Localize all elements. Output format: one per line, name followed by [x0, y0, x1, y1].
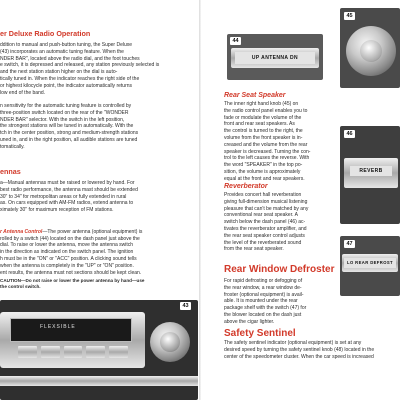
super-deluxe-paragraph-2: n sensitivity for the automatic tuning feature is controlled by three-position switch located on the rear of the "WONDER NDER BAR" selector. With the switch in the left position, the strongest stations will be tuned in automatically. With the tch in the center position, strong and medium-strength stations uned in, and in the right position, all audible stations are tuned tomatically. [0, 103, 139, 150]
preset-button-3[interactable] [64, 346, 83, 358]
reverberator-heading: Reverberator [224, 183, 268, 190]
safety-sentinel-heading: Safety Sentinel [224, 328, 296, 339]
radio-preset-buttons [18, 346, 128, 358]
radio-brand: FLEXSIBLE [40, 324, 76, 330]
radio-dial-window [10, 318, 132, 342]
preset-button-5[interactable] [109, 346, 128, 358]
rear-window-defroster-text: For rapid defrosting or defogging of the rear window, a rear window de- froster (optional equipment) is avail- able. It is mounted under the rear package shelf with the switch (47) for the blower located on the dash just above the cigar lighter. [224, 278, 307, 325]
figure-44-number: 44 [230, 37, 241, 45]
figure-46-number: 46 [344, 130, 355, 138]
preset-button-1[interactable] [18, 346, 37, 358]
power-antenna-text: —The power antenna (optional equipment) is rolled by a switch (44) located on the dash panel just above the dial. To raise or lower the antenna, move the antenna switch in the direction as indicated on the switch panel. The ignition h must be in the "ON" or "ACC" position. A clicking sound tells when the antenna is completely in the "UP" or "ON" position. ent results, the antenna must not sections should be kept clean. [0, 228, 143, 276]
right-page [201, 0, 400, 400]
rear-window-defroster-heading: Rear Window Defroster [224, 264, 335, 275]
radio-photo [0, 300, 198, 400]
defroster-switch-plate[interactable]: LO REAR DEFROST [344, 258, 396, 268]
speaker-fader-center-icon [360, 40, 382, 62]
figure-47-number: 47 [344, 240, 355, 248]
antenna-switch-photo [227, 34, 323, 80]
antennas-heading: ennas [0, 167, 21, 176]
figure-43-number: 43 [180, 302, 191, 310]
power-antenna-label: r Antenna Control [0, 228, 43, 235]
speaker-knob-photo [340, 8, 400, 88]
figure-45-number: 45 [344, 12, 355, 20]
safety-sentinel-text: The safety sentinel indicator (optional equipment) is set at any desired speed by turning the safety sentinel knob (48) located in the center of the speedometer cluster. When the car speed is increased [224, 340, 375, 360]
antenna-switch-plate[interactable]: UP ANTENNA DN [235, 52, 315, 64]
caution-note: CAUTION—Do not raise or lower the power antenna by hand—use the control switch. [0, 278, 145, 289]
super-deluxe-heading: er Deluxe Radio Operation [0, 29, 91, 38]
radio-tone-knob-icon[interactable] [160, 332, 180, 352]
rear-seat-speaker-text: The inner right hand knob (45) on the radio control panel enables you to fade or modulate the volume of the front and rear seat speakers. As the control is turned to the right, the volume from the front speaker is in- creased and the volume from the rear speaker is decreased. Turning the con- trol to the left causes the reverse. With the word "SPEAKER" in the top po- sition, the volume is approximately equal at the front and rear speakers. [224, 101, 311, 182]
super-deluxe-paragraph-1: ddition to manual and push-button tuning, the Super Deluxe (43) incorporates an automatic tuning feature. When the NDER BAR", located above the radio dial, and the foot touches e switch, it is depressed and released, any station previously selected is and the next station station higher on the dial is auto- tically tuned in. When the indicator reaches the right side of the or highest kilocycle point, the indicator automatically returns low end of the band. [0, 42, 160, 96]
reverb-switch-plate[interactable]: REVERB [350, 166, 392, 176]
preset-button-2[interactable] [41, 346, 60, 358]
reverberator-text: Provides concert hall reverberation giving full-dimension musical listening pleasure that can't be matched by any conventional rear seat speaker. A switch below the dash panel (46) ac- tivates the reverberator amplifier, and the rear seat speaker control adjusts the level of the reverberated sound from the rear seat speaker. [224, 192, 309, 253]
defroster-switch-photo [340, 236, 400, 296]
preset-button-4[interactable] [86, 346, 105, 358]
reverb-switch-photo [340, 126, 400, 224]
manual-antenna-paragraph: a—Manual antennas must be raised or lowered by hand. For best radio performance, the antenna mast should be extended 30" to 34" for metropolitan areas or fully extended in rural as. On cars equipped with AM-FM radios, extend antenna to ximately 30" for maximum reception of FM stations. [0, 180, 138, 214]
radio-lower-trim [0, 376, 198, 386]
rear-seat-speaker-heading: Rear Seat Speaker [224, 92, 286, 99]
power-antenna-paragraph [0, 222, 198, 276]
